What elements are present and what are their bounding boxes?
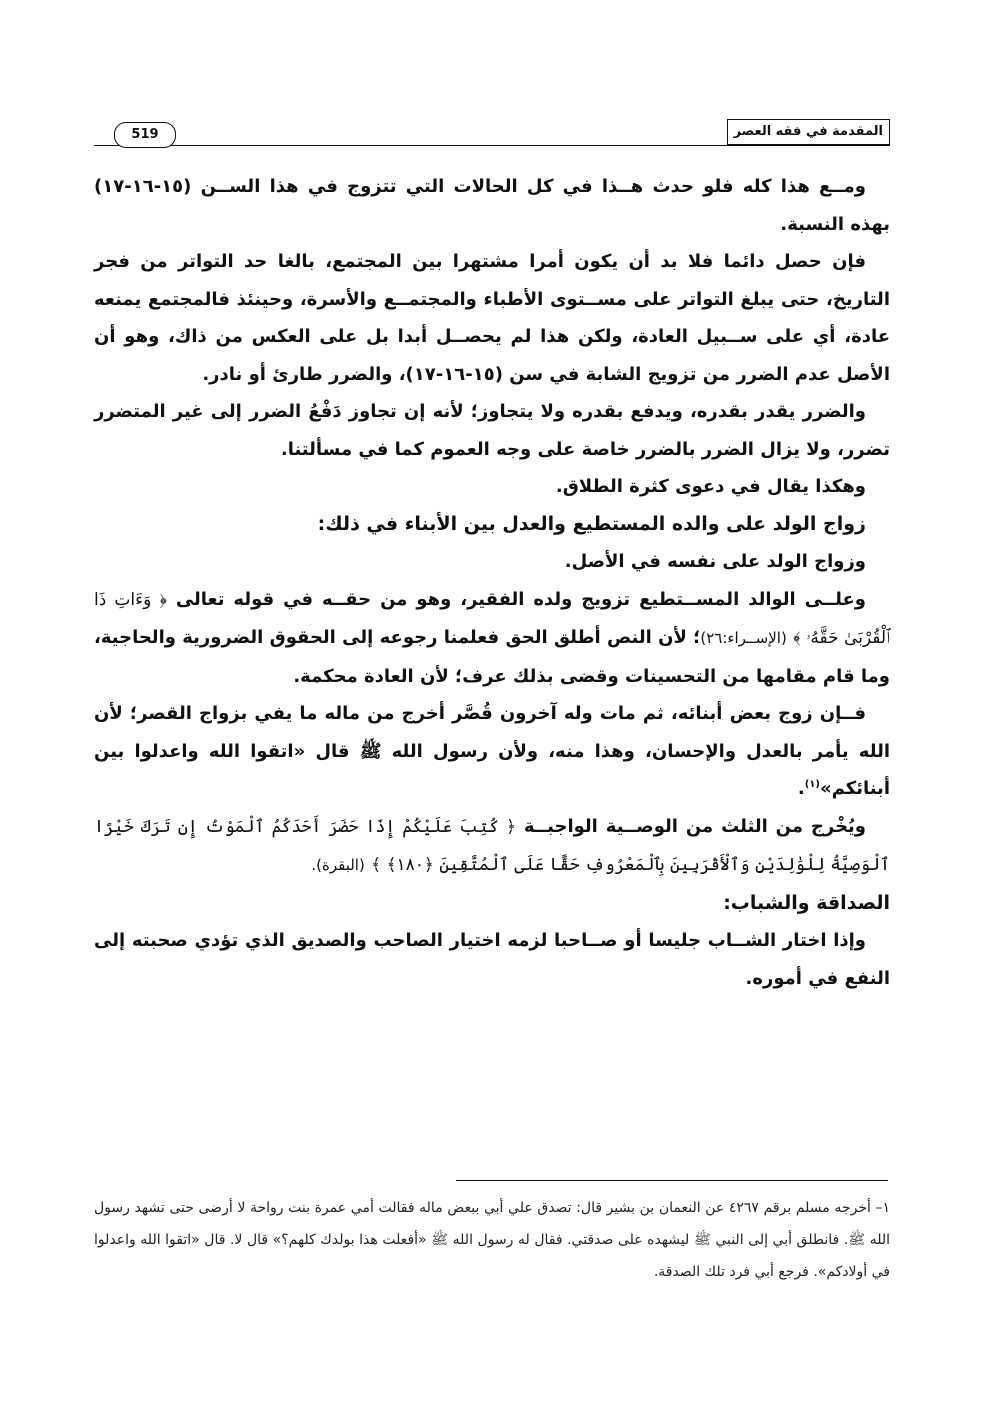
paragraph-7 bbox=[94, 695, 890, 808]
section-heading-child-marriage: زواج الولد على والده المستطيع والعدل بين الأبناء في ذلك: bbox=[317, 512, 866, 535]
footnote bbox=[94, 1192, 890, 1288]
page-header bbox=[94, 117, 890, 149]
verse-reference-baqara: (البقرة). bbox=[311, 856, 365, 874]
paragraph-8 bbox=[94, 808, 890, 885]
paragraph-7-text-b: قال «اتقوا الله واعدلوا بين أبنائكم» bbox=[94, 740, 890, 799]
paragraph-1: ومــع هذا كله فلو حدث هــذا في كل الحالات التي تتزوج في هذا الســن (١٥-١٦-١٧) بهذه النسبة. bbox=[94, 176, 890, 235]
paragraph-6-text-a: وعلــى الوالد المســتطيع تزويج ولده الفقير، وهو من حقــه في قوله تعالى bbox=[175, 588, 866, 610]
running-title: المقدمة في فقه العصر bbox=[727, 119, 890, 145]
salutation-symbol: ﷺ bbox=[359, 740, 382, 762]
quran-verse-baqara: ﴿ كُتِبَ عَلَيْكُمْ إِذَا حَضَرَ أَحَدَكُمُ ٱلْمَوْتُ إِن تَرَكَ خَيْرًا ٱلْوَصِيَّةُ لِلْوَٰلِدَيْنِ وَٱلْأَقْرَبِينَ بِٱلْمَعْرُوفِ حَقًّا عَلَى ٱلْمُتَّقِينَ ﴿١٨٠﴾ ﴾ bbox=[94, 816, 890, 875]
footnote-text: ١– أخرجه مسلم برقم ٤٢٦٧ عن النعمان بن بشير قال: تصدق علي أبي ببعض ماله فقالت أمي عمرة بنت رواحة لا أرضى حتى تشهد رسول الله ﷺ. فانطلق أبي إلى النبي ﷺ ليشهده على صدقتي. فقال له رسول الله ﷺ «أفعلت هذا بولدك كلهم؟» قال لا. قال «اتقوا الله واعدلوا في أولادكم». فرجع أبي فرد تلك الصدقة. bbox=[94, 1200, 890, 1280]
paragraph-3: والضرر يقدر بقدره، ويدفع بقدره ولا يتجاوز؛ لأنه إن تجاوز دَفْعُ الضرر إلى غير المتضرر تضرر، ولا يزال الضرر بالضرر خاصة على وجه العموم كما في مسألتنا. bbox=[94, 401, 890, 460]
footnote-rule bbox=[456, 1180, 888, 1181]
paragraph-4: وهكذا يقال في دعوى كثرة الطلاق. bbox=[555, 476, 866, 497]
paragraph-2: فإن حصل دائما فلا بد أن يكون أمرا مشتهرا بين المجتمع، بالغا حد التواتر من فجر التاريخ، حتى يبلغ التواتر على مســتوى الأطباء والمجتمــع والأسرة، وحينئذ فالمجتمع يمنعه عادة، أي على ســبيل العادة، ولكن هذا لم يحصــل أبدا بل على العكس من ذاك، وهو أن الأصل عدم الضرر من تزويج الشابة في سن (١٥-١٦-١٧)، والضرر طارئ أو نادر. bbox=[94, 251, 890, 385]
body-text bbox=[94, 168, 890, 997]
paragraph-7-text-a: فــإن زوج بعض أبنائه، ثم مات وله آخرون قُصَّر أخرج من ماله ما يفي بزواج القصر؛ لأن الله يأمر بالعدل والإحسان، وهذا منه، ولأن رسول الله bbox=[94, 703, 890, 762]
paragraph-8-text-a: ويُخْرج من الثلث من الوصــية الواجبــة bbox=[523, 815, 866, 837]
quran-verse-isra: ﴿ وَءَاتِ ذَا ٱلْقُرْبَىٰ حَقَّهُۥ ﴾ bbox=[94, 589, 890, 648]
footnote-marker[interactable]: (١) bbox=[804, 779, 820, 790]
header-rule bbox=[94, 145, 890, 146]
verse-reference-isra: (الإســراء:٢٦) bbox=[700, 629, 787, 647]
paragraph-9: وإذا اختار الشــاب جليسا أو صــاحبا لزمه اختيار الصاحب والصديق الذي تؤدي صحبته إلى النفع في أموره. bbox=[94, 930, 890, 989]
page-number: 519 bbox=[114, 122, 176, 148]
paragraph-6-text-b: ؛ لأن النص أطلق الحق فعلمنا رجوعه إلى الحقوق الضرورية والحاجية، وما قام مقامها من التحسينات وقضى بذلك عرف؛ لأن العادة محكمة. bbox=[94, 627, 890, 687]
paragraph-6 bbox=[94, 581, 890, 696]
section-heading-friendship: الصداقة والشباب: bbox=[723, 891, 890, 914]
paragraph-5: وزواج الولد على نفسه في الأصل. bbox=[564, 551, 866, 572]
paragraph-7-end: . bbox=[797, 778, 805, 799]
